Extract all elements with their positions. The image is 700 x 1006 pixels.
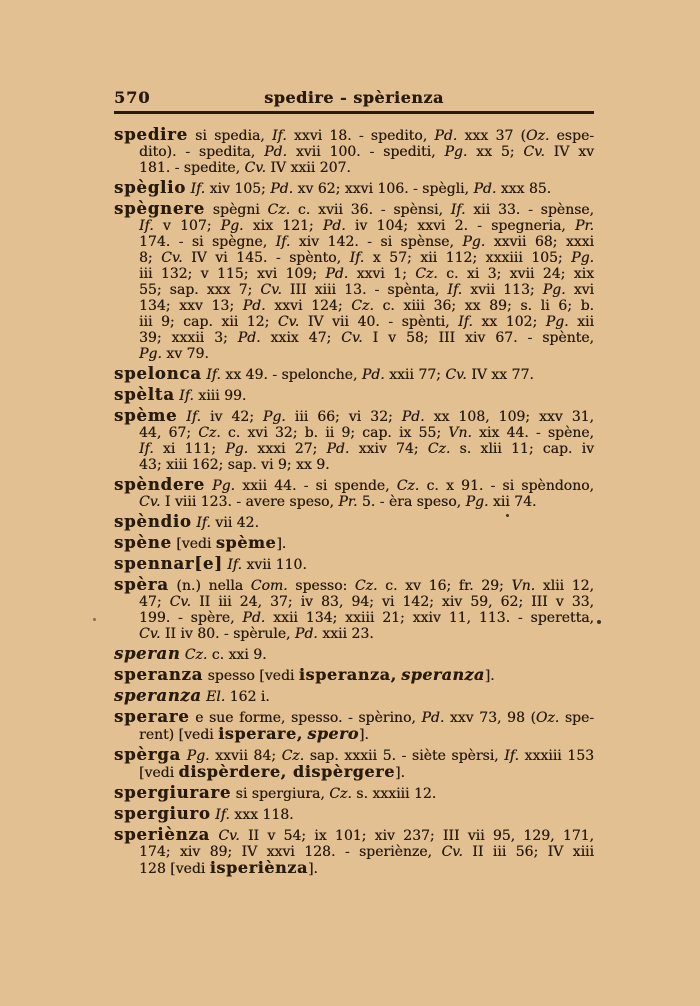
entry-text: v 107; xyxy=(153,218,221,234)
entry-spèrga xyxy=(114,747,594,781)
entry-text: xxix 47; xyxy=(260,330,342,346)
entry-text: xii 33. - spènse, xyxy=(465,202,595,218)
entry-spedire xyxy=(114,127,594,176)
work-abbreviation: Pd. xyxy=(401,409,425,425)
work-abbreviation: Pd. xyxy=(237,330,261,346)
work-abbreviation: Pd. xyxy=(421,710,445,726)
entry-speranza xyxy=(114,667,594,684)
work-abbreviation: Pd. xyxy=(242,298,266,314)
work-abbreviation: Pg. xyxy=(262,409,286,425)
work-abbreviation: Pd. xyxy=(264,144,287,160)
work-abbreviation: Cz. xyxy=(281,748,305,764)
entry-text: xx 102; xyxy=(472,314,546,330)
entry-text: dito). - spedita, xyxy=(139,144,265,160)
entry-text: xx 108, 109; xxv 31, xyxy=(424,409,594,425)
entry-spèlta xyxy=(114,387,594,404)
entry-text: xiv 142. - si spènse, xyxy=(290,234,463,250)
entry-text: c. xxi 9. xyxy=(207,647,267,663)
entry-spèra xyxy=(114,577,594,642)
entry-text: 39; xxxii 3; xyxy=(139,330,238,346)
entry-line xyxy=(114,577,594,594)
work-abbreviation: Pg. xyxy=(571,250,594,266)
headword: speriènza xyxy=(114,825,211,844)
entry-text: ]. xyxy=(307,861,318,877)
entry-line xyxy=(114,457,594,473)
headword: speranza xyxy=(114,665,204,684)
work-abbreviation: If. xyxy=(190,181,206,197)
entry-text: iv 42; xyxy=(200,409,263,425)
entry-text: xlii 12, xyxy=(535,578,594,594)
entry-text: c. x 91. - si spèndono, xyxy=(419,478,595,494)
entry-text: ]. xyxy=(484,668,495,684)
work-abbreviation: Cz. xyxy=(427,441,451,457)
entry-text: xxx 85. xyxy=(496,181,552,197)
work-abbreviation: If. xyxy=(179,388,194,404)
entry-text: xxiv 74; xyxy=(349,441,428,457)
work-abbreviation: Pd. xyxy=(294,626,318,642)
entry-text: spesso [vedi xyxy=(203,668,299,684)
entry-line xyxy=(114,160,594,176)
entry-speriènza xyxy=(114,827,594,877)
entry-line xyxy=(114,764,594,781)
entry-text: 199. - spère, xyxy=(139,610,243,626)
entry-line xyxy=(114,127,594,144)
entry-line xyxy=(114,408,594,425)
entry-text: iii 132; v 115; xvi 109; xyxy=(139,266,326,282)
work-abbreviation: Cv. xyxy=(169,594,192,610)
entry-text: xix 121; xyxy=(243,218,323,234)
entry-text: 5. - èra speso, xyxy=(357,494,466,510)
entry-text: xxxiii 153 xyxy=(518,748,595,764)
work-abbreviation: Cv. xyxy=(139,626,161,642)
work-abbreviation: Cz. xyxy=(396,478,420,494)
work-abbreviation: Vn. xyxy=(448,425,472,441)
entry-text: 134; xxv 13; xyxy=(139,298,243,314)
work-abbreviation: If. xyxy=(447,282,463,298)
entry-text: spesso: xyxy=(287,578,355,594)
entry-text: xxii 44. - si spende, xyxy=(235,478,397,494)
entry-text: c. xiii 36; xx 89; s. li 6; b. xyxy=(373,298,595,314)
entry-text: s. xxxiii 12. xyxy=(351,786,437,802)
entry-line xyxy=(114,366,594,383)
work-abbreviation: Cv. xyxy=(523,144,545,160)
work-abbreviation: Pg. xyxy=(186,748,210,764)
entry-text: 43; xiii 162; sap. vi 9; xx 9. xyxy=(139,457,330,473)
headword: spène xyxy=(114,533,172,552)
work-abbreviation: Cv. xyxy=(260,282,282,298)
work-abbreviation: If. xyxy=(450,202,466,218)
work-abbreviation: Pd. xyxy=(322,218,346,234)
entry-text: (n.) nella xyxy=(168,578,251,594)
entry-text: xii 74. xyxy=(488,494,537,510)
entry-line xyxy=(114,180,594,197)
entry-text: xvii 110. xyxy=(241,557,307,573)
entry-text: 162 i. xyxy=(225,689,270,705)
entry-text: xiv 105; xyxy=(205,181,271,197)
work-abbreviation: If. xyxy=(504,748,519,764)
entries xyxy=(114,127,594,877)
entry-line xyxy=(114,314,594,330)
entry-text: ]. xyxy=(394,765,405,781)
entry-line xyxy=(114,667,594,684)
headword: spedire xyxy=(114,125,188,144)
entry-text: xix 44. - spène, xyxy=(471,425,594,441)
entry-text: xiii 99. xyxy=(193,388,247,404)
work-abbreviation: Pg. xyxy=(220,218,244,234)
entry-text: xxx 37 ( xyxy=(457,128,526,144)
entry-spèndio xyxy=(114,514,594,531)
entry-line xyxy=(114,346,594,362)
headword: spèndere xyxy=(114,475,205,494)
entry-text: xxx 118. xyxy=(229,807,294,823)
headword: spèrga xyxy=(114,745,182,764)
entry-text: c. xvii 36. - spènsi, xyxy=(290,202,451,218)
entry-text: xv 62; xxvi 106. - spègli, xyxy=(293,181,474,197)
ink-speck xyxy=(597,620,601,624)
entry-line xyxy=(114,218,594,234)
work-abbreviation: Pd. xyxy=(473,181,497,197)
entry-line xyxy=(114,594,594,610)
entry-text: II iv 80. - spèrule, xyxy=(160,626,295,642)
entry-text: e sue forme, spesso. - spèrino, xyxy=(189,710,422,726)
entry-text: 44, 67; xyxy=(139,425,199,441)
entry-spennar[e] xyxy=(114,556,594,573)
work-abbreviation: Vn. xyxy=(511,578,536,594)
page-content xyxy=(114,88,594,881)
entry-spègnere xyxy=(114,201,594,362)
headword: speran xyxy=(114,644,181,663)
headword: spèlta xyxy=(114,385,175,404)
work-abbreviation: Cv. xyxy=(445,367,467,383)
entry-text: xxvii 84; xyxy=(209,748,282,764)
work-abbreviation: Cz. xyxy=(184,647,208,663)
entry-line xyxy=(114,626,594,642)
page-number: 570 xyxy=(114,88,151,107)
entry-line xyxy=(114,144,594,160)
entry-text: spe- xyxy=(559,710,594,726)
entry-line xyxy=(114,785,594,802)
entry-line xyxy=(114,646,594,663)
entry-text: espe- xyxy=(549,128,594,144)
entry-spèglio xyxy=(114,180,594,197)
work-abbreviation: Cz. xyxy=(354,578,378,594)
work-abbreviation: Pd. xyxy=(242,610,266,626)
entry-line xyxy=(114,688,594,705)
ink-speck xyxy=(93,618,96,621)
entry-text: iv 104; xxvi 2. - spegneria, xyxy=(345,218,575,234)
work-abbreviation: If. xyxy=(271,128,287,144)
entry-line xyxy=(114,266,594,282)
entry-text: speranza xyxy=(401,665,485,684)
entry-text: iii 66; vi 32; xyxy=(285,409,402,425)
entry-text: sap. xxxii 5. - siète spèrsi, xyxy=(304,748,505,764)
entry-text: xxii 23. xyxy=(317,626,374,642)
work-abbreviation: Cz. xyxy=(198,425,221,441)
entry-text: iii 9; cap. xii 12; xyxy=(139,314,278,330)
work-abbreviation: Pg. xyxy=(139,346,162,362)
headword: spennar[e] xyxy=(114,554,223,573)
entry-text: spègni xyxy=(204,202,268,218)
header-rule xyxy=(114,111,594,114)
entry-text: 47; xyxy=(139,594,170,610)
entry-line xyxy=(114,250,594,266)
entry-line xyxy=(114,726,594,743)
work-abbreviation: If. xyxy=(458,314,473,330)
entry-line xyxy=(114,806,594,823)
work-abbreviation: Cz. xyxy=(329,786,352,802)
work-abbreviation: Pg. xyxy=(465,494,489,510)
work-abbreviation: If. xyxy=(186,409,201,425)
entry-text: 55; sap. xxx 7; xyxy=(139,282,261,298)
entry-text: xvii 100. - spediti, xyxy=(286,144,445,160)
entry-text: II iii 56; IV xiii xyxy=(462,844,595,860)
entry-text: xxii 134; xxiii 21; xxiv 11, 113. - speretta, xyxy=(265,610,594,626)
headword: spème xyxy=(114,406,178,425)
entry-text: c. xvi 32; b. ii 9; cap. ix 55; xyxy=(220,425,449,441)
entry-text: 174; xiv 89; IV xxvi 128. - speriènze, xyxy=(139,844,442,860)
work-abbreviation: Pg. xyxy=(212,478,235,494)
headword: spèra xyxy=(114,575,169,594)
work-abbreviation: Pg. xyxy=(542,282,566,298)
work-abbreviation: If. xyxy=(139,218,154,234)
work-abbreviation: Pd. xyxy=(361,367,385,383)
entry-spèndere xyxy=(114,477,594,510)
headword: spelonca xyxy=(114,364,202,383)
work-abbreviation: Pd. xyxy=(434,128,458,144)
entry-text: rent) [vedi xyxy=(139,727,219,743)
entry-text: x 57; xii 112; xxxiii 105; xyxy=(364,250,572,266)
entry-text: xxvi 124; xyxy=(265,298,352,314)
entry-text: xxvii 68; xxxi xyxy=(485,234,594,250)
work-abbreviation: Cv. xyxy=(277,314,300,330)
headword: sperare xyxy=(114,707,190,726)
entry-text: IV xv xyxy=(544,144,595,160)
entry-text: IV vii 40. - spènti, xyxy=(299,314,459,330)
entry-text: si spergiura, xyxy=(231,786,330,802)
entry-text: xxvi 18. - spedito, xyxy=(286,128,435,144)
entry-text: s. xlii 11; cap. iv xyxy=(450,441,595,457)
entry-text: spème xyxy=(215,533,277,552)
entry-spelonca xyxy=(114,366,594,383)
entry-text: 181. - spedite, xyxy=(139,160,245,176)
entry-text: II v 54; ix 101; xiv 237; III vii 95, 129, 171, xyxy=(239,828,594,844)
entry-text: IV xxii 207. xyxy=(265,160,351,176)
entry-line xyxy=(114,234,594,250)
entry-text: IV xx 77. xyxy=(466,367,534,383)
headword: spergiuro xyxy=(114,804,211,823)
entry-line xyxy=(114,844,594,860)
entry-text: xv 79. xyxy=(161,346,209,362)
work-abbreviation: If. xyxy=(215,807,230,823)
entry-text: xx 5; xyxy=(467,144,524,160)
work-abbreviation: Cv. xyxy=(441,844,463,860)
entry-text: xxv 73, 98 ( xyxy=(444,710,536,726)
entry-text: xxvi 1; xyxy=(348,266,416,282)
entry-line xyxy=(114,201,594,218)
work-abbreviation: If. xyxy=(206,367,221,383)
entry-line xyxy=(114,282,594,298)
work-abbreviation: Cz. xyxy=(351,298,374,314)
entry-text: spero xyxy=(307,724,359,743)
work-abbreviation: Cv. xyxy=(161,250,183,266)
entry-text: isperare, xyxy=(218,724,303,743)
entry-text: I v 58; III xiv 67. - spènte, xyxy=(362,330,595,346)
work-abbreviation: Com. xyxy=(250,578,288,594)
work-abbreviation: Cv. xyxy=(244,160,266,176)
entry-text: xx 49. - spelonche, xyxy=(220,367,362,383)
work-abbreviation: Pg. xyxy=(545,314,569,330)
entry-spème xyxy=(114,408,594,473)
work-abbreviation: If. xyxy=(196,515,211,531)
entry-line xyxy=(114,477,594,494)
work-abbreviation: Pr. xyxy=(338,494,358,510)
entry-text: c. xi 3; xvii 24; xix xyxy=(437,266,594,282)
work-abbreviation: If. xyxy=(227,557,242,573)
running-title: spedire - spèrienza xyxy=(264,88,444,107)
work-abbreviation: Oz. xyxy=(525,128,550,144)
entry-speran xyxy=(114,646,594,663)
entry-text: isperanza, xyxy=(298,665,397,684)
work-abbreviation: Cv. xyxy=(218,828,240,844)
entry-text: si spedia, xyxy=(187,128,272,144)
headword: spergiurare xyxy=(114,783,232,802)
work-abbreviation: Cv. xyxy=(139,494,161,510)
entry-text: xii xyxy=(568,314,594,330)
entry-text: c. xv 16; fr. 29; xyxy=(377,578,512,594)
entry-text: 8; xyxy=(139,250,162,266)
entry-text: [vedi xyxy=(139,765,179,781)
entry-line xyxy=(114,425,594,441)
entry-text: xxii 77; xyxy=(384,367,446,383)
headword: spègnere xyxy=(114,199,205,218)
entry-text xyxy=(177,409,186,425)
entry-speranza-2 xyxy=(114,688,594,705)
entry-line xyxy=(114,441,594,457)
entry-line xyxy=(114,514,594,531)
headword: spèglio xyxy=(114,178,187,197)
work-abbreviation: Pd. xyxy=(326,441,350,457)
work-abbreviation: Cv. xyxy=(341,330,363,346)
entry-spergiurare xyxy=(114,785,594,802)
entry-text: I viii 123. - avere speso, xyxy=(160,494,339,510)
entry-text: [vedi xyxy=(171,536,216,552)
work-abbreviation: Pr. xyxy=(574,218,595,234)
entry-text: 174. - si spègne, xyxy=(139,234,276,250)
work-abbreviation: Pd. xyxy=(325,266,349,282)
entry-line xyxy=(114,298,594,314)
entry-text: xi 111; xyxy=(153,441,226,457)
entry-text: isperiènza xyxy=(209,858,308,877)
entry-line xyxy=(114,860,594,877)
entry-line xyxy=(114,330,594,346)
entry-line xyxy=(114,556,594,573)
ink-speck xyxy=(506,514,509,517)
entry-text: ]. xyxy=(358,727,369,743)
entry-text: vii 42. xyxy=(210,515,259,531)
work-abbreviation: Cz. xyxy=(267,202,291,218)
work-abbreviation: Pg. xyxy=(225,441,249,457)
work-abbreviation: Cz. xyxy=(415,266,438,282)
entry-spène xyxy=(114,535,594,552)
work-abbreviation: El. xyxy=(206,689,226,705)
entry-line xyxy=(114,827,594,844)
work-abbreviation: Pg. xyxy=(462,234,486,250)
work-abbreviation: Pd. xyxy=(270,181,294,197)
entry-line xyxy=(114,494,594,510)
work-abbreviation: If. xyxy=(349,250,365,266)
entry-line xyxy=(114,535,594,552)
work-abbreviation: If. xyxy=(275,234,291,250)
entry-text: 128 [vedi xyxy=(139,861,210,877)
entry-text: xxxi 27; xyxy=(248,441,327,457)
entry-text: III xiii 13. - spènta, xyxy=(281,282,448,298)
page-header xyxy=(114,88,594,110)
headword: speranza xyxy=(114,686,202,705)
entry-sperare xyxy=(114,709,594,743)
entry-text: II iii 24, 37; iv 83, 94; vi 142; xiv 59, 62; III v 33, xyxy=(191,594,594,610)
entry-text: xvi xyxy=(565,282,594,298)
entry-spergiuro xyxy=(114,806,594,823)
entry-text: dispèrdere, dispèrgere xyxy=(178,762,395,781)
work-abbreviation: If. xyxy=(139,441,154,457)
entry-line xyxy=(114,387,594,404)
entry-text: xvii 113; xyxy=(462,282,543,298)
work-abbreviation: Oz. xyxy=(535,710,560,726)
entry-line xyxy=(114,610,594,626)
headword: spèndio xyxy=(114,512,192,531)
entry-text: IV vi 145. - spènto, xyxy=(182,250,350,266)
entry-text: ]. xyxy=(276,536,287,552)
work-abbreviation: Pg. xyxy=(444,144,468,160)
